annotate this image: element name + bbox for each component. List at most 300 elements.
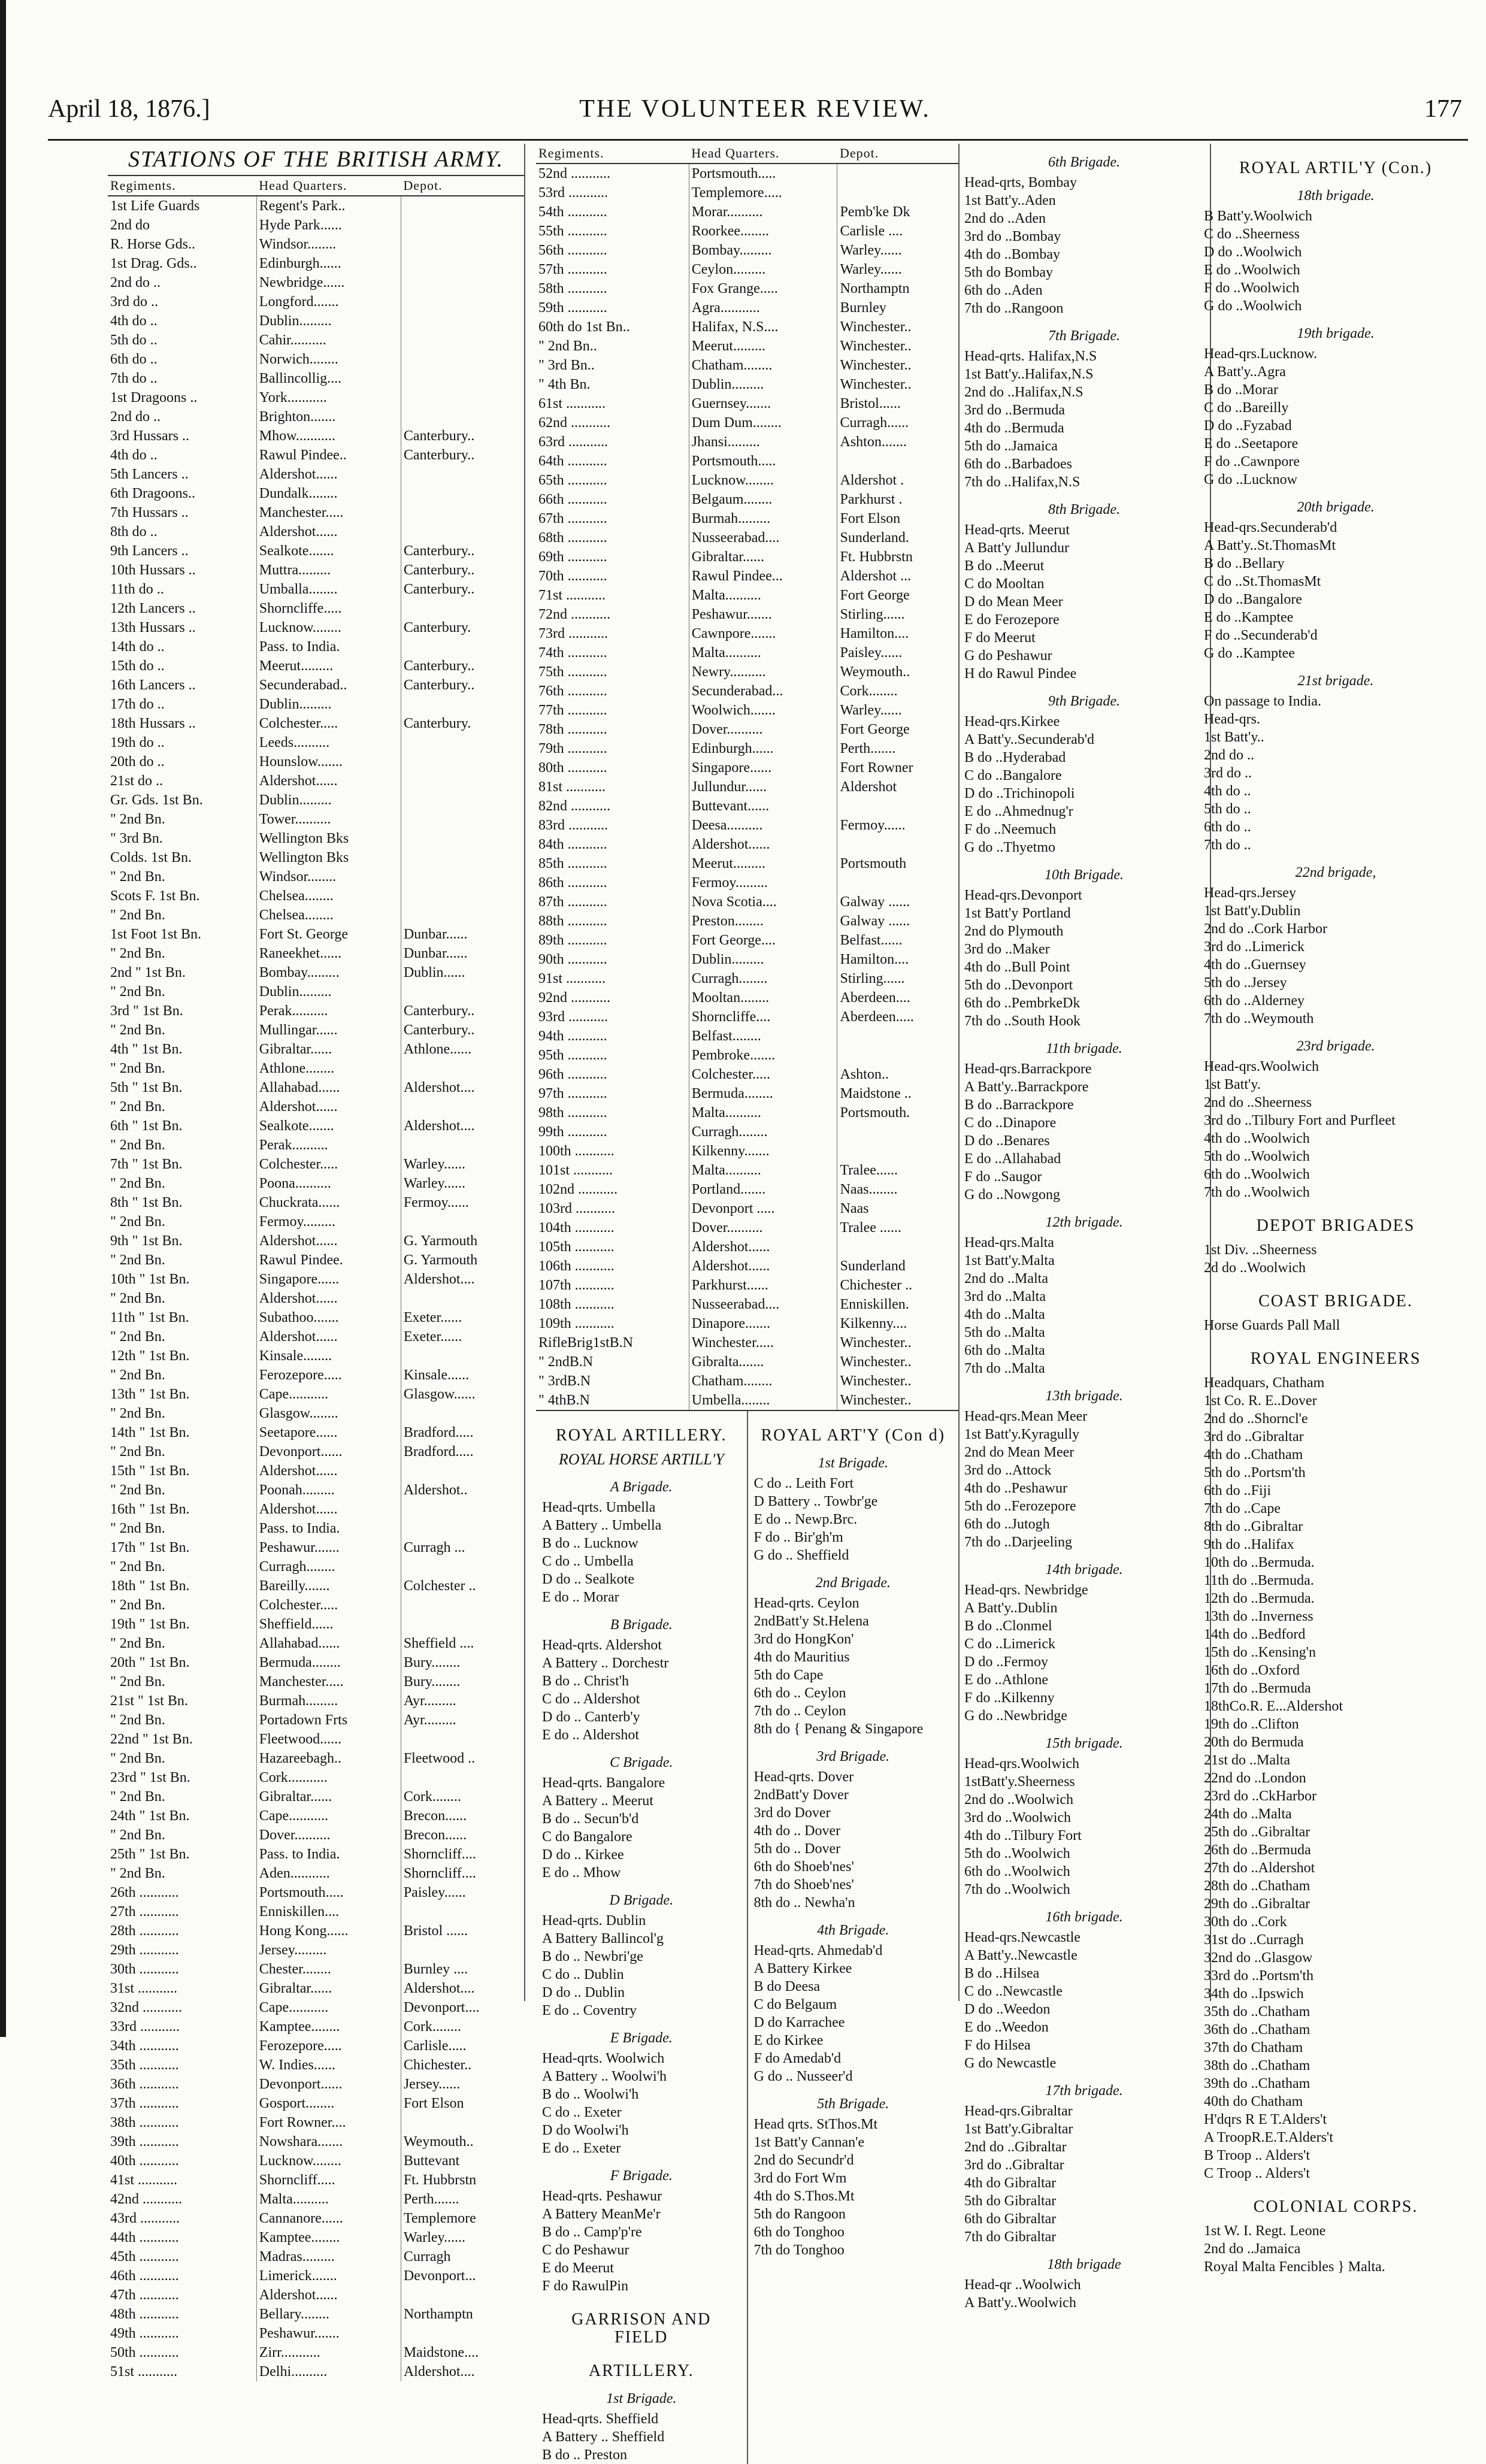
- station-entry: E do .. Mhow: [542, 1865, 621, 1881]
- depot-cell: Chichester..: [403, 2057, 472, 2073]
- regiment-cell: 73rd ...........: [536, 624, 689, 643]
- head-quarters-cell: Rawul Pindee...: [689, 567, 837, 586]
- station-entry: D do .. Sealkote: [542, 1572, 634, 1587]
- station-entry: 6th do ..Malta: [964, 1343, 1045, 1358]
- station-entry: E do Kirkee: [753, 2033, 824, 2048]
- head-quarters-cell: Hong Kong......: [256, 1921, 401, 1941]
- station-entry: A Battery .. Dorchestr: [542, 1655, 669, 1671]
- head-quarters-cell: Kamptee........: [256, 2017, 401, 2036]
- station-row: [108, 2362, 524, 2381]
- regiment-cell: 81st ...........: [536, 777, 689, 797]
- regiment-cell: " 2nd Bn.: [108, 1711, 256, 1730]
- regiment-cell: 99th ...........: [536, 1122, 689, 1142]
- head-quarters-cell: Curragh........: [689, 969, 837, 988]
- head-quarters-cell: Cape...........: [256, 1806, 401, 1826]
- depot-cell: Aldershot....: [403, 2364, 475, 2380]
- station-row: [536, 317, 958, 337]
- regiment-cell: 28th ...........: [108, 1921, 256, 1941]
- station-row: [536, 1180, 958, 1199]
- head-quarters-cell: Gibraltar......: [256, 1040, 401, 1059]
- station-row: [108, 1193, 524, 1212]
- station-entry: 5th do Cape: [753, 1667, 824, 1683]
- depot-cell: [401, 1212, 524, 1231]
- head-quarters-cell: Devonport......: [256, 1442, 401, 1461]
- depot-cell: [401, 771, 524, 791]
- depot-cell: Portsmouth: [840, 856, 907, 871]
- head-quarters-cell: Bermuda........: [689, 1084, 837, 1103]
- station-entry: B Batt'y.Woolwich: [1204, 208, 1312, 224]
- head-quarters-cell: Templemore.....: [689, 183, 837, 202]
- station-entry: E do Meerut: [542, 2260, 614, 2276]
- head-quarters-cell: Fermoy.........: [256, 1212, 401, 1231]
- regiment-cell: 32nd ...........: [108, 1998, 256, 2017]
- station-row: [108, 350, 524, 369]
- regiment-cell: 3rd " 1st Bn.: [108, 1001, 256, 1021]
- station-row: [536, 528, 958, 547]
- station-entry: C do ..Sheerness: [1204, 226, 1300, 242]
- station-row: [108, 1979, 524, 1998]
- station-entry: 1st W. I. Regt. Leone: [1204, 2223, 1326, 2239]
- depot-cell: [401, 1136, 524, 1155]
- station-entry: E do ..Woolwich: [1204, 262, 1300, 278]
- head-quarters-cell: Lucknow........: [689, 471, 837, 490]
- station-row: [536, 509, 958, 528]
- station-row: [536, 222, 958, 241]
- depot-cell: Winchester..: [840, 319, 912, 335]
- regiment-cell: 84th ...........: [536, 835, 689, 854]
- section-title: 18th brigade.: [1297, 188, 1375, 204]
- regiment-cell: 48th ...........: [108, 2305, 256, 2324]
- column-3: [958, 144, 1211, 2311]
- head-quarters-cell: Manchester.....: [256, 1672, 401, 1691]
- depot-cell: [401, 1730, 524, 1749]
- station-entry: A Battery Kirkee: [753, 1961, 852, 1976]
- regiment-cell: 1st Life Guards: [108, 196, 256, 216]
- station-row: [108, 292, 524, 311]
- station-row: [536, 586, 958, 605]
- station-entry: 26th do ..Bermuda: [1204, 1842, 1311, 1858]
- head-quarters-cell: Glasgow........: [256, 1404, 401, 1423]
- station-row: [108, 867, 524, 886]
- station-entry: B do ..Bellary: [1204, 556, 1285, 571]
- head-quarters-cell: Kamptee........: [256, 2228, 401, 2247]
- regiment-cell: " 4thB.N: [536, 1391, 689, 1410]
- depot-cell: Fort Elson: [403, 2096, 464, 2111]
- station-entry: 4th do ..Bombay: [964, 247, 1060, 262]
- depot-cell: Warley......: [403, 2230, 465, 2245]
- station-row: [536, 969, 958, 988]
- station-row: [108, 1289, 524, 1308]
- station-row: [108, 216, 524, 235]
- head-quarters-cell: Aldershot......: [256, 1231, 401, 1251]
- head-quarters-cell: Devonport......: [256, 2075, 401, 2094]
- section-title: 8th Brigade.: [1048, 502, 1120, 517]
- depot-cell: Enniskillen.: [840, 1297, 909, 1312]
- regiments-header: Regiments.: [108, 176, 256, 196]
- head-quarters-cell: Allahabad......: [256, 1634, 401, 1653]
- station-row: [108, 273, 524, 292]
- depot-cell: [401, 311, 524, 331]
- station-entry: 1st Batt'y.Malta: [964, 1253, 1055, 1269]
- station-entry: 7th do ..Woolwich: [964, 1882, 1070, 1897]
- station-row: [108, 1500, 524, 1519]
- regiment-cell: 86th ...........: [536, 873, 689, 892]
- head-quarters-cell: Poona..........: [256, 1174, 401, 1193]
- head-quarters-cell: Ceylon.........: [689, 260, 837, 279]
- header-rule: [48, 139, 1468, 141]
- regiment-cell: 23rd " 1st Bn.: [108, 1768, 256, 1787]
- head-quarters-cell: Ballincollig....: [256, 369, 401, 388]
- head-quarters-cell: Jhansi.........: [689, 432, 837, 452]
- depot-cell: [401, 599, 524, 618]
- station-row: [536, 260, 958, 279]
- station-entry: E do .. Aldershot: [542, 1727, 639, 1743]
- regiment-cell: " 2nd Bn.: [108, 810, 256, 829]
- station-entry: 5th do ..Jersey: [1204, 975, 1287, 991]
- depot-cell: [837, 183, 958, 202]
- regiment-cell: 105th ...........: [536, 1237, 689, 1257]
- station-entry: D do .. Dublin: [542, 1985, 625, 2000]
- depot-cell: [837, 1027, 958, 1046]
- regiment-cell: 3rd do ..: [108, 292, 256, 311]
- depot-cell: Fort Rowner: [840, 760, 913, 776]
- head-quarters-cell: Gibralta.......: [689, 1352, 837, 1372]
- station-entry: 7th do Tonghoo: [753, 2242, 845, 2258]
- station-entry: D Battery .. Towbr'ge: [753, 1494, 878, 1509]
- section-title: 17th brigade.: [1045, 2083, 1123, 2099]
- station-row: [536, 337, 958, 356]
- regiment-cell: 18th Hussars ..: [108, 714, 256, 733]
- head-quarters-cell: Curragh........: [689, 1122, 837, 1142]
- depot-cell: Canterbury..: [403, 447, 475, 463]
- station-entry: D do Woolwi'h: [542, 2123, 629, 2138]
- head-quarters-cell: Chatham........: [689, 356, 837, 375]
- station-row: [108, 906, 524, 925]
- depot-cell: [401, 1404, 524, 1423]
- station-entry: G do ..Kamptee: [1204, 646, 1295, 661]
- regiment-cell: 53rd ...........: [536, 183, 689, 202]
- station-entry: E do ..Seetapore: [1204, 436, 1299, 452]
- station-entry: 7th do ..Rangoon: [964, 301, 1064, 316]
- depot-header: Depot.: [837, 144, 958, 164]
- depot-cell: Winchester..: [840, 338, 912, 354]
- regiment-cell: 7th " 1st Bn.: [108, 1155, 256, 1174]
- station-entry: 7th do Gibraltar: [964, 2229, 1057, 2245]
- regiment-cell: 40th ...........: [108, 2151, 256, 2171]
- head-quarters-cell: Burmah.........: [256, 1691, 401, 1711]
- station-entry: 3rd do ..Attock: [964, 1463, 1052, 1478]
- station-entry: 5th do Bombay: [964, 265, 1053, 280]
- depot-cell: [401, 292, 524, 311]
- depot-cell: [401, 216, 524, 235]
- head-quarters-cell: Singapore......: [689, 758, 837, 777]
- station-entry: Head-qrts. Bangalore: [542, 1775, 665, 1791]
- station-entry: 3rd do ..Woolwich: [964, 1810, 1072, 1826]
- station-entry: 8th do { Penang & Singapore: [753, 1721, 924, 1737]
- regiment-cell: 57th ...........: [536, 260, 689, 279]
- head-quarters-cell: Parkhurst......: [689, 1276, 837, 1295]
- station-row: [536, 777, 958, 797]
- regiment-cell: 45th ...........: [108, 2247, 256, 2266]
- regiment-cell: 60th do 1st Bn..: [536, 317, 689, 337]
- regiment-cell: 30th ...........: [108, 1960, 256, 1979]
- station-entry: F do ..Cawnpore: [1204, 454, 1300, 470]
- regiment-cell: 19th do ..: [108, 733, 256, 752]
- station-row: [536, 490, 958, 509]
- depot-cell: Aldershot ...: [840, 568, 912, 584]
- depot-cell: Kilkenny....: [840, 1316, 907, 1331]
- station-row: [536, 835, 958, 854]
- station-entry: Royal Malta Fencibles } Malta.: [1204, 2259, 1385, 2275]
- station-row: [536, 701, 958, 720]
- regiment-cell: 100th ...........: [536, 1142, 689, 1161]
- regiment-cell: 21st " 1st Bn.: [108, 1691, 256, 1711]
- head-quarters-cell: Windsor........: [256, 235, 401, 254]
- station-entry: F do .. Bir'gh'm: [753, 1530, 843, 1545]
- regiment-cell: 4th " 1st Bn.: [108, 1040, 256, 1059]
- regiment-cell: " 2nd Bn.: [108, 944, 256, 963]
- depot-cell: [401, 2324, 524, 2343]
- station-entry: F do ..Saugor: [964, 1169, 1042, 1185]
- station-entry: 5th do ..Malta: [964, 1325, 1045, 1340]
- station-entry: 3rd do Fort Wm: [753, 2171, 847, 2186]
- head-quarters-cell: Dum Dum........: [689, 413, 837, 432]
- regiment-cell: 27th ...........: [108, 1902, 256, 1921]
- station-row: [536, 1218, 958, 1237]
- regiment-cell: 21st do ..: [108, 771, 256, 791]
- station-entry: B do ..Morar: [1204, 382, 1278, 398]
- station-row: [108, 1346, 524, 1366]
- station-entry: 4th do ..Bermuda: [964, 420, 1064, 436]
- depot-cell: Naas: [840, 1201, 869, 1216]
- station-entry: Head-qr ..Woolwich: [964, 2277, 1081, 2293]
- station-entry: 6th do ..: [1204, 819, 1251, 835]
- regiment-cell: 71st ...........: [536, 586, 689, 605]
- depot-cell: Canterbury.: [403, 620, 471, 635]
- station-entry: C do ..Limerick: [964, 1636, 1055, 1652]
- head-quarters-cell: Limerick.......: [256, 2266, 401, 2286]
- head-quarters-cell: Seetapore......: [256, 1423, 401, 1442]
- station-row: [108, 1327, 524, 1346]
- depot-cell: Bristol ......: [403, 1923, 468, 1939]
- depot-cell: Fermoy......: [840, 818, 906, 833]
- station-entry: 32nd do ..Glasgow: [1204, 1950, 1313, 1966]
- regiment-cell: 16th " 1st Bn.: [108, 1500, 256, 1519]
- depot-cell: [401, 1059, 524, 1078]
- station-row: [108, 963, 524, 982]
- station-entry: Head-qrs.Mean Meer: [964, 1409, 1088, 1424]
- head-quarters-cell: Mullingar......: [256, 1021, 401, 1040]
- station-entry: D do Karrachee: [753, 2015, 845, 2030]
- station-row: [536, 1084, 958, 1103]
- depot-cell: [401, 1557, 524, 1576]
- station-row: [536, 356, 958, 375]
- station-row: [108, 1519, 524, 1538]
- station-row: [108, 637, 524, 656]
- regiment-cell: 24th " 1st Bn.: [108, 1806, 256, 1826]
- station-entry: 2nd do ..Woolwich: [964, 1792, 1074, 1808]
- regiment-cell: 20th " 1st Bn.: [108, 1653, 256, 1672]
- station-entry: 27th do ..Aldershot: [1204, 1860, 1315, 1876]
- head-quarters-cell: Sealkote.......: [256, 541, 401, 561]
- regiment-cell: 5th Lancers ..: [108, 465, 256, 484]
- head-quarters-cell: Colchester.....: [256, 1155, 401, 1174]
- station-entry: Head-qrs.Woolwich: [964, 1756, 1080, 1772]
- head-quarters-cell: Mooltan........: [689, 988, 837, 1007]
- depot-cell: Weymouth..: [403, 2134, 474, 2150]
- station-entry: 6th do ..Jutogh: [964, 1516, 1050, 1532]
- station-entry: C do Mooltan: [964, 576, 1045, 592]
- regiment-cell: 9th " 1st Bn.: [108, 1231, 256, 1251]
- station-row: [108, 1998, 524, 2017]
- station-entry: Head-qrs.Gibraltar: [964, 2103, 1073, 2119]
- depot-cell: Aldershot .: [840, 473, 904, 488]
- station-entry: 7th do ..South Hook: [964, 1013, 1081, 1029]
- regiment-cell: 75th ...........: [536, 662, 689, 682]
- depot-cell: [401, 829, 524, 848]
- station-row: [108, 618, 524, 637]
- station-entry: 34th do ..Ipswich: [1204, 1986, 1304, 2002]
- station-entry: 8th do .. Newha'n: [753, 1895, 855, 1911]
- head-quarters-cell: Chelsea........: [256, 886, 401, 906]
- regiment-cell: 69th ...........: [536, 547, 689, 567]
- section-title: 6th Brigade.: [1048, 155, 1120, 170]
- regiment-cell: " 3rd Bn..: [536, 356, 689, 375]
- head-quarters-cell: Agra...........: [689, 298, 837, 317]
- head-quarters-cell: Malta..........: [689, 1103, 837, 1122]
- station-row: [108, 1768, 524, 1787]
- station-entry: F do ..Secunderab'd: [1204, 628, 1318, 643]
- station-entry: C do .. Umbella: [542, 1554, 634, 1569]
- depot-cell: Bury........: [403, 1655, 461, 1670]
- station-row: [108, 465, 524, 484]
- section-title: 21st brigade.: [1297, 673, 1374, 689]
- station-row: [108, 848, 524, 867]
- station-entry: Head-qrts. Halifax,N.S: [964, 349, 1097, 364]
- station-row: [108, 1806, 524, 1826]
- station-entry: 30th do ..Cork: [1204, 1914, 1287, 1930]
- station-row: [536, 432, 958, 452]
- depot-cell: Paisley......: [403, 1885, 466, 1900]
- station-row: [108, 1883, 524, 1902]
- station-row: [108, 1078, 524, 1097]
- regiment-cell: 97th ...........: [536, 1084, 689, 1103]
- station-entry: 1st Batt'y..Aden: [964, 193, 1056, 208]
- head-quarters-cell: Pembroke.......: [689, 1046, 837, 1065]
- depot-cell: Hamilton....: [840, 626, 909, 641]
- regiment-cell: 79th ...........: [536, 739, 689, 758]
- station-row: [108, 388, 524, 407]
- station-row: [536, 1257, 958, 1276]
- head-quarters-cell: Nusseerabad....: [689, 1295, 837, 1314]
- station-entry: F do ..Neemuch: [964, 822, 1057, 837]
- station-entry: 1st Batt'y.Gibraltar: [964, 2121, 1073, 2137]
- depot-cell: Canterbury..: [403, 1003, 475, 1019]
- station-row: [536, 471, 958, 490]
- depot-cell: [401, 810, 524, 829]
- head-quarters-cell: Muttra.........: [256, 561, 401, 580]
- station-entry: Headquars, Chatham: [1204, 1375, 1325, 1391]
- station-entry: 2nd do ..Aden: [964, 211, 1046, 226]
- station-entry: 5th do ..: [1204, 801, 1251, 817]
- station-entry: 4th do ..Guernsey: [1204, 957, 1306, 973]
- station-row: [108, 2209, 524, 2228]
- station-entry: E do ..Kamptee: [1204, 610, 1294, 625]
- regiment-cell: 103rd ...........: [536, 1199, 689, 1218]
- station-row: [536, 1103, 958, 1122]
- regiment-cell: 66th ...........: [536, 490, 689, 509]
- depot-cell: [837, 1046, 958, 1065]
- depot-cell: Buttevant: [403, 2153, 460, 2169]
- regiment-cell: 35th ...........: [108, 2056, 256, 2075]
- station-entry: B do .. Camp'p're: [542, 2224, 642, 2240]
- station-entry: 3rd do ..Bermuda: [964, 402, 1065, 418]
- station-row: [108, 1442, 524, 1461]
- depot-cell: Maidstone....: [403, 2345, 479, 2360]
- station-entry: Head-qrts. Meerut: [964, 522, 1070, 538]
- head-quarters-cell: Bellary........: [256, 2305, 401, 2324]
- section-title: 10th Brigade.: [1045, 867, 1124, 883]
- station-entry: G do Peshawur: [964, 648, 1052, 664]
- head-quarters-cell: Chuckrata......: [256, 1193, 401, 1212]
- depot-cell: Athlone......: [403, 1042, 472, 1057]
- station-entry: 7th do ..Cape: [1204, 1501, 1281, 1516]
- head-quarters-cell: Kinsale........: [256, 1346, 401, 1366]
- depot-cell: Fleetwood ..: [403, 1751, 476, 1766]
- head-quarters-cell: Preston........: [689, 912, 837, 931]
- station-entry: 3rd do ..Bombay: [964, 229, 1061, 244]
- station-row: [536, 739, 958, 758]
- depot-cell: Winchester..: [840, 1354, 912, 1370]
- station-row: [108, 1251, 524, 1270]
- station-entry: Head-qrts. Ahmedab'd: [753, 1943, 883, 1959]
- head-quarters-cell: Portland.......: [689, 1180, 837, 1199]
- station-entry: 5th do Rangoon: [753, 2206, 846, 2222]
- station-row: [108, 733, 524, 752]
- depot-cell: Aberdeen....: [840, 990, 910, 1006]
- issue-date: April 18, 1876.]: [48, 95, 210, 123]
- depot-cell: Weymouth..: [840, 664, 910, 680]
- regiment-cell: 58th ...........: [536, 279, 689, 298]
- stations-table-2: [536, 144, 958, 1410]
- head-quarters-cell: Portsmouth.....: [689, 452, 837, 471]
- station-row: [108, 676, 524, 695]
- depot-cell: Pemb'ke Dk: [840, 204, 910, 220]
- depot-cell: [837, 797, 958, 816]
- head-quarters-cell: Perak..........: [256, 1136, 401, 1155]
- station-entry: C do .. Dublin: [542, 1967, 624, 1982]
- depot-cell: Colchester ..: [403, 1578, 476, 1594]
- station-entry: 7th do ..: [1204, 837, 1251, 853]
- regiment-cell: 19th " 1st Bn.: [108, 1615, 256, 1634]
- regiment-cell: 49th ...........: [108, 2324, 256, 2343]
- station-entry: 2nd do ..Gibraltar: [964, 2139, 1067, 2155]
- station-entry: 8th do ..Gibraltar: [1204, 1519, 1303, 1534]
- regiment-cell: 67th ...........: [536, 509, 689, 528]
- station-row: [108, 254, 524, 273]
- station-entry: F do Meerut: [964, 630, 1036, 646]
- station-entry: 1st Batt'y.: [1204, 1077, 1261, 1092]
- depot-cell: Winchester..: [840, 1373, 912, 1389]
- regiment-cell: 17th do ..: [108, 695, 256, 714]
- station-entry: 39th do ..Chatham: [1204, 2076, 1311, 2091]
- regiment-cell: 98th ...........: [536, 1103, 689, 1122]
- station-entry: 15th do ..Kensing'n: [1204, 1645, 1316, 1660]
- station-entry: Head-qrts. Aldershot: [542, 1637, 662, 1653]
- station-row: [108, 982, 524, 1001]
- head-quarters-cell: York...........: [256, 388, 401, 407]
- regiment-cell: 80th ...........: [536, 758, 689, 777]
